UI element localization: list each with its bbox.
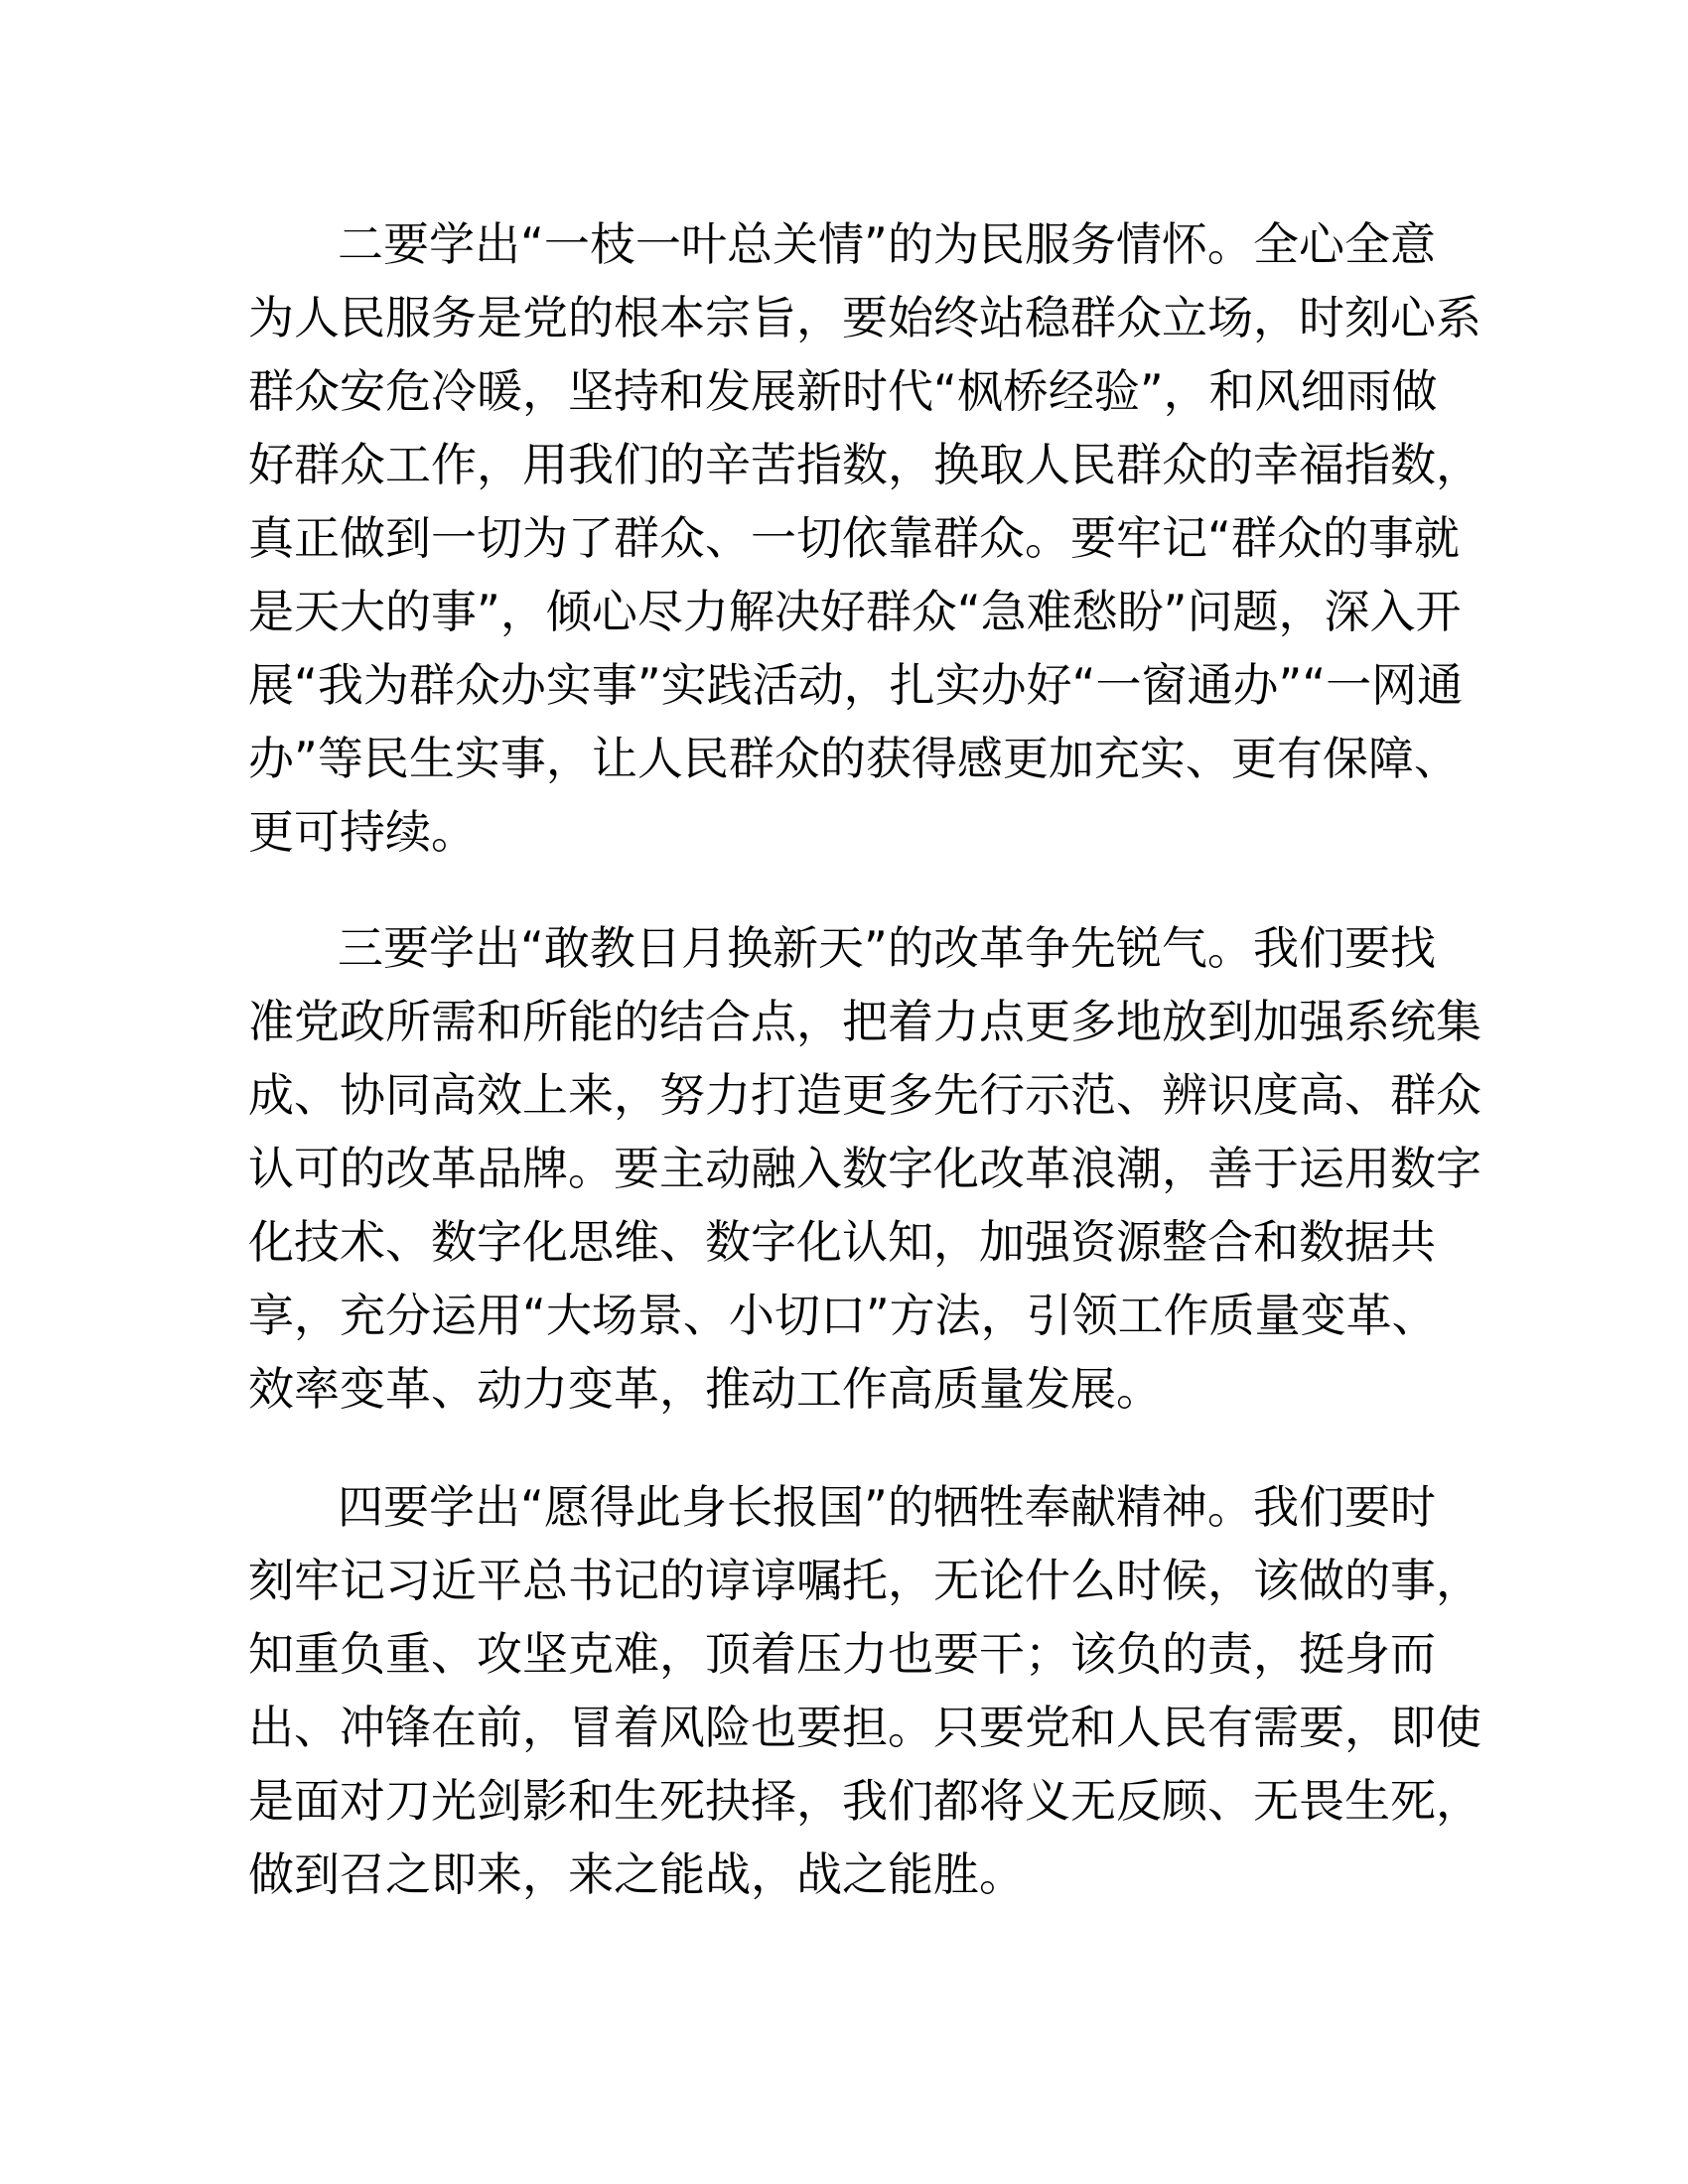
paragraph-line: 四要学出“愿得此身长报国”的牺牲奉献精神。我们要时 (338, 1480, 1436, 1534)
paragraph-line: 办”等民生实事，让人民群众的获得感更加充实、更有保障、 (248, 732, 1460, 785)
paragraph-line: 是面对刀光剑影和生死抉择，我们都将义无反顾、无畏生死， (248, 1774, 1481, 1828)
paragraph-line: 知重负重、攻坚克难，顶着压力也要干；该负的责，挺身而 (248, 1627, 1436, 1681)
paragraph-line: 更可持续。 (248, 805, 477, 859)
paragraph-line: 成、协同高效上来，努力打造更多先行示范、辨识度高、群众 (248, 1068, 1481, 1122)
paragraph-line: 为人民服务是党的根本宗旨，要始终站稳群众立场，时刻心系 (248, 291, 1481, 344)
paragraph-line: 做到召之即来，来之能战，战之能胜。 (248, 1847, 1025, 1901)
paragraph-line: 真正做到一切为了群众、一切依靠群众。要牢记“群众的事就 (248, 511, 1460, 565)
paragraph-line: 二要学出“一枝一叶总关情”的为民服务情怀。全心全意 (338, 217, 1436, 271)
paragraph-line: 认可的改革品牌。要主动融入数字化改革浪潮，善于运用数字 (248, 1142, 1481, 1195)
paragraph-line: 刻牢记习近平总书记的谆谆嘱托，无论什么时候，该做的事， (248, 1554, 1481, 1607)
paragraph-line: 是天大的事”，倾心尽力解决好群众“急难愁盼”问题，深入开 (248, 585, 1462, 638)
paragraph-line: 群众安危冷暖，坚持和发展新时代“枫桥经验”，和风细雨做 (248, 364, 1438, 418)
paragraph-line: 效率变革、动力变革，推动工作高质量发展。 (248, 1362, 1162, 1416)
paragraph-line: 出、冲锋在前，冒着风险也要担。只要党和人民有需要，即使 (248, 1701, 1481, 1754)
paragraph-line: 化技术、数字化思维、数字化认知，加强资源整合和数据共 (248, 1215, 1436, 1269)
paragraph-line: 三要学出“敢教日月换新天”的改革争先锐气。我们要找 (338, 921, 1436, 975)
paragraph-line: 享，充分运用“大场景、小切口”方法，引领工作质量变革、 (248, 1289, 1438, 1342)
paragraph-line: 展“我为群众办实事”实践活动，扎实办好“一窗通办”“一网通 (248, 658, 1464, 712)
paragraph-line: 好群众工作，用我们的辛苦指数，换取人民群众的幸福指数， (248, 438, 1481, 491)
paragraph-line: 准党政所需和所能的结合点，把着力点更多地放到加强系统集 (248, 995, 1481, 1048)
